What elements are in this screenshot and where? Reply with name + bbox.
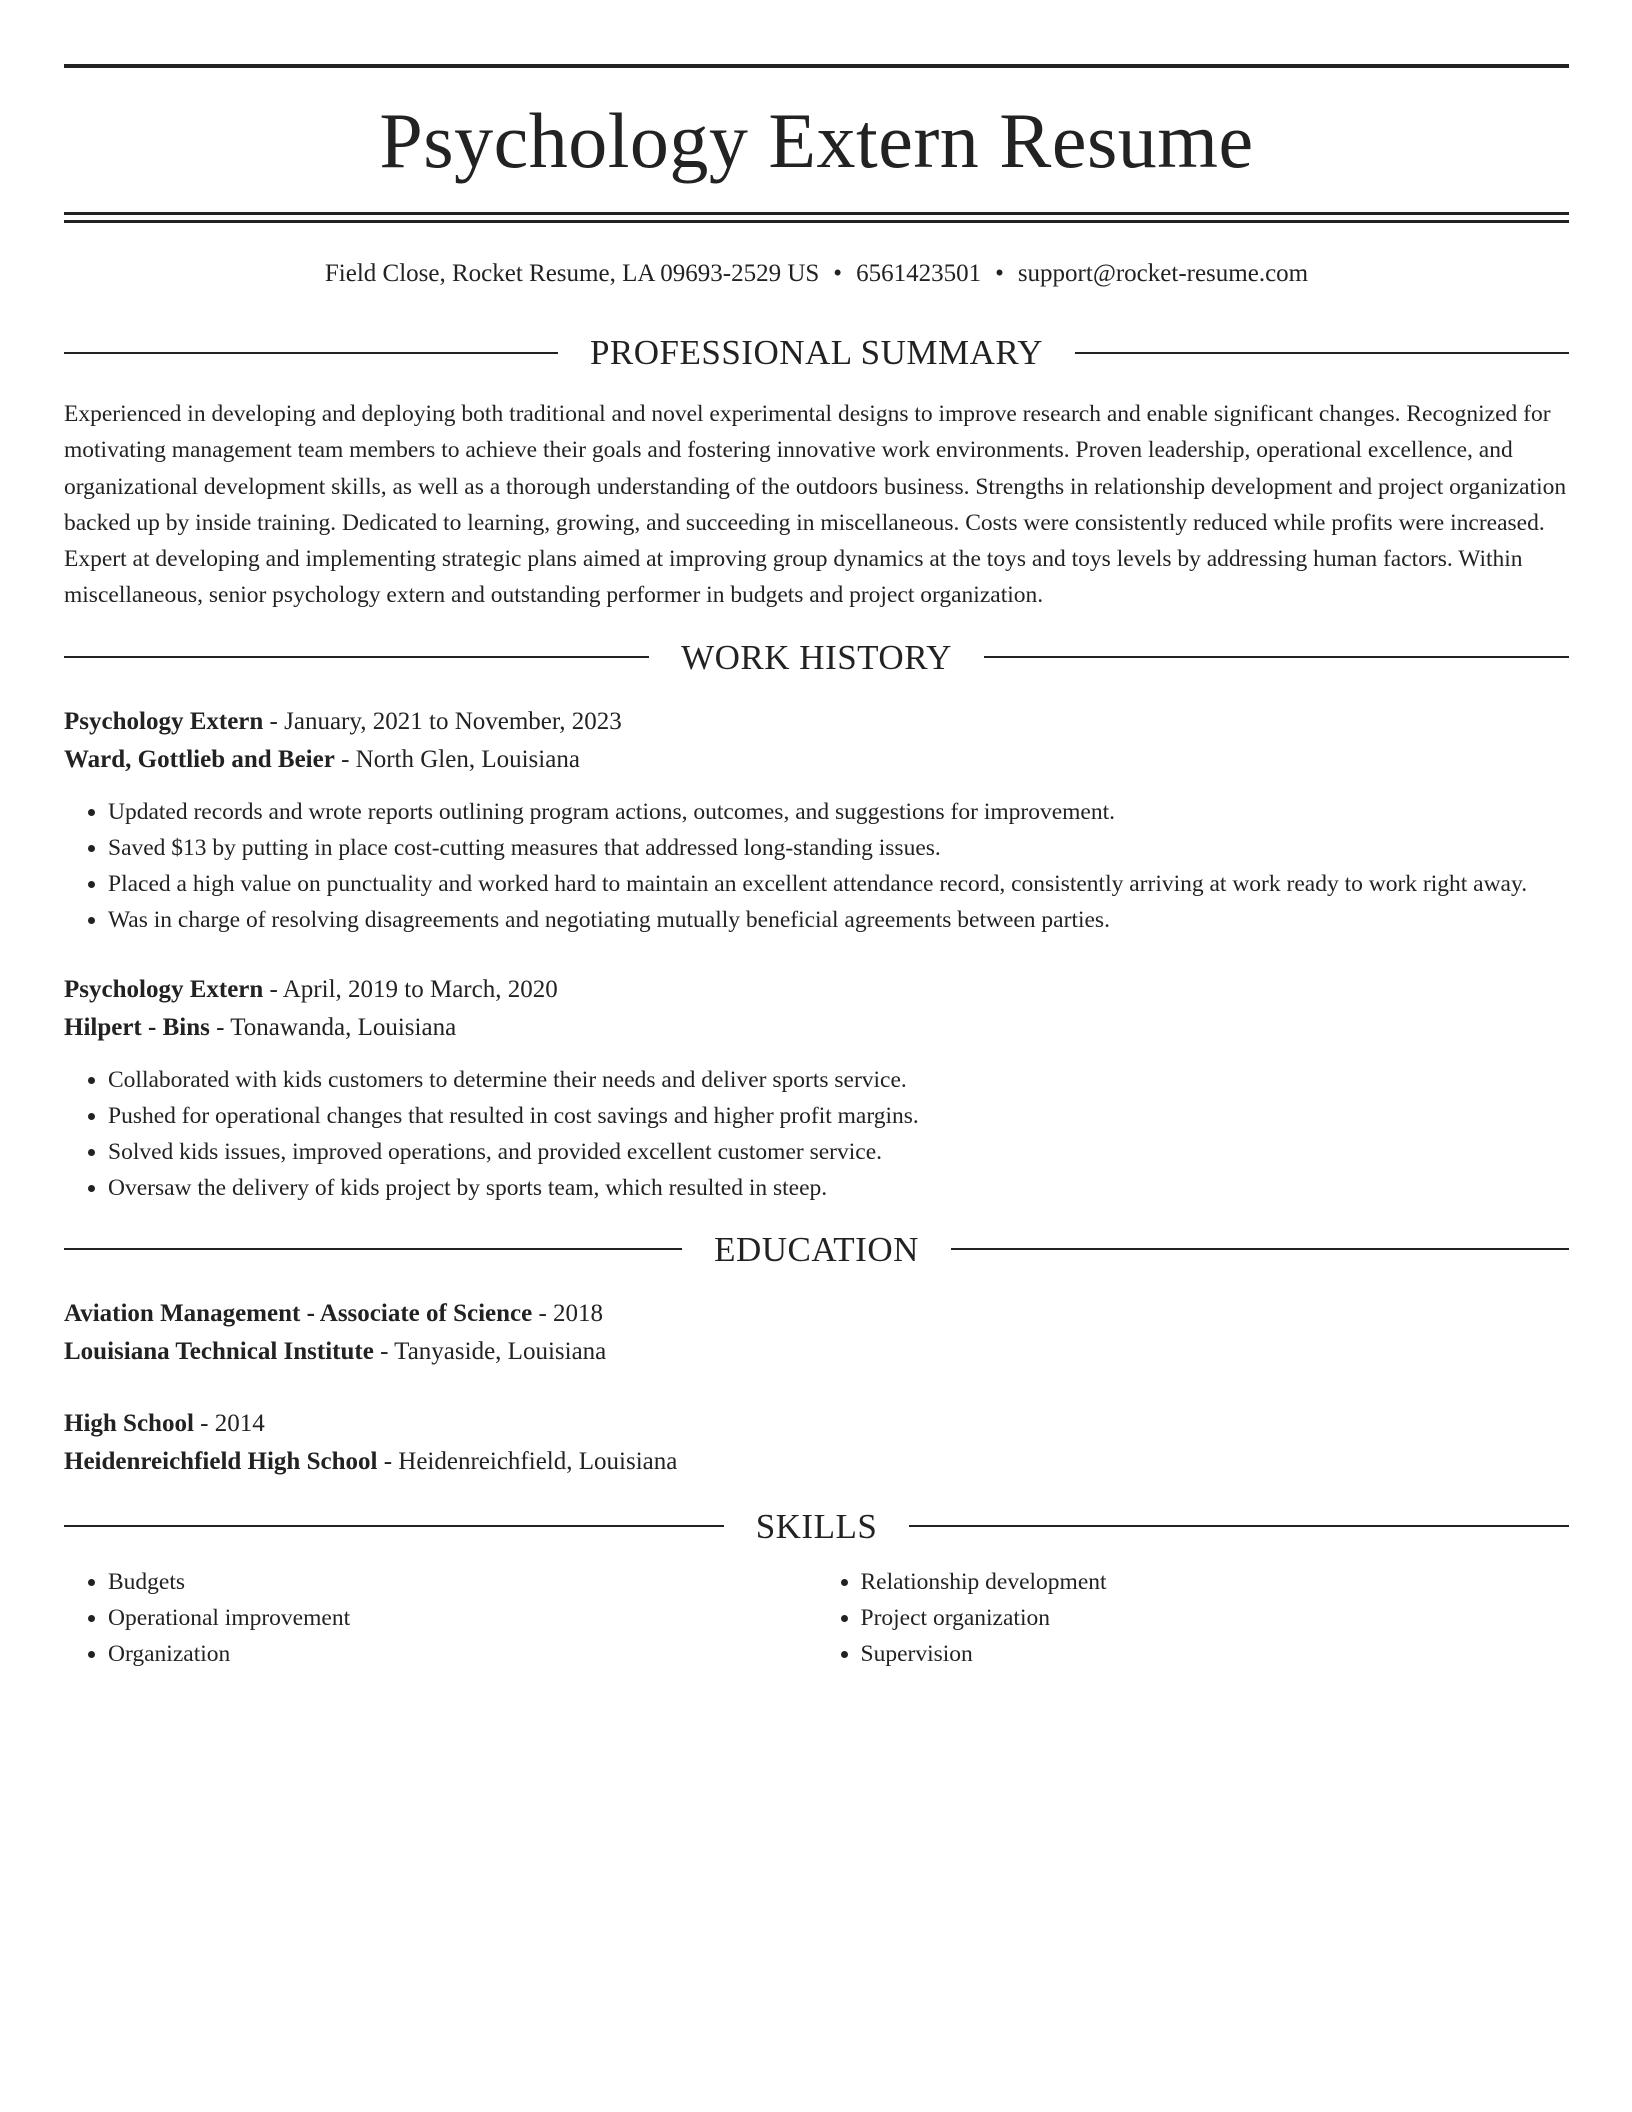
education-location: - Tanyaside, Louisiana	[373, 1337, 607, 1365]
education-degree: Aviation Management - Associate of Science	[64, 1299, 533, 1327]
contact-email[interactable]: support@rocket-resume.com	[1017, 260, 1309, 287]
section-title: PROFESSIONAL SUMMARY	[589, 333, 1044, 372]
heading-rule	[1075, 352, 1569, 354]
section-heading-skills	[64, 1506, 1569, 1546]
education-entry	[64, 1295, 1569, 1371]
job-entry	[64, 703, 1569, 938]
heading-rule	[984, 656, 1569, 658]
education-location: - Heidenreichfield, Louisiana	[377, 1447, 678, 1475]
skill-item: • Operational improvement	[108, 1600, 817, 1636]
section-title: SKILLS	[755, 1506, 878, 1546]
resume-page	[64, 64, 1569, 1672]
heading-rule	[64, 1248, 682, 1250]
job-company: Ward, Gottlieb and Beier	[64, 745, 335, 773]
contact-separator: •	[995, 260, 1004, 287]
skills-list	[64, 1564, 1569, 1672]
education-school: Louisiana Technical Institute	[64, 1337, 374, 1365]
education-year: - 2014	[193, 1409, 265, 1437]
list-item: • Collaborated with kids customers to determine their needs and deliver sports service.	[108, 1062, 1569, 1098]
education-degree-row	[64, 1295, 1569, 1333]
education-school-row	[64, 1333, 1569, 1371]
job-dates: - April, 2019 to March, 2020	[263, 975, 558, 1003]
job-company: Hilpert - Bins	[64, 1013, 210, 1041]
education-school: Heidenreichfield High School	[64, 1447, 378, 1475]
job-bullets	[64, 794, 1569, 938]
list-item: • Solved kids issues, improved operations, and provided excellent customer service.	[108, 1134, 1569, 1170]
header-top-rule	[64, 64, 1569, 68]
job-bullets	[64, 1062, 1569, 1206]
header-double-rule	[64, 212, 1569, 223]
education-school-row	[64, 1443, 1569, 1481]
skill-item: • Relationship development	[861, 1564, 1570, 1600]
list-item: • Placed a high value on punctuality and worked hard to maintain an excellent attendance record, consistently arriving at work ready to work right away.	[108, 866, 1569, 902]
job-title: Psychology Extern	[64, 707, 264, 735]
skill-item: • Budgets	[108, 1564, 817, 1600]
heading-rule	[951, 1248, 1569, 1250]
job-company-row	[64, 741, 1569, 779]
section-heading-education	[64, 1229, 1569, 1269]
contact-line	[64, 261, 1569, 286]
skills-column-right	[817, 1564, 1570, 1672]
skills-column-left	[64, 1564, 817, 1672]
list-item: • Was in charge of resolving disagreements and negotiating mutually beneficial agreements between parties.	[108, 902, 1569, 938]
contact-address: Field Close, Rocket Resume, LA 09693-2529 US	[324, 260, 820, 287]
education-entry	[64, 1405, 1569, 1481]
education-degree: High School	[64, 1409, 194, 1437]
job-title-row	[64, 703, 1569, 741]
heading-rule	[64, 1525, 724, 1527]
section-title: EDUCATION	[714, 1229, 919, 1269]
education-year: - 2018	[532, 1299, 604, 1327]
skill-item: • Project organization	[861, 1600, 1570, 1636]
resume-title: Psychology Extern Resume	[379, 97, 1254, 184]
list-item: • Oversaw the delivery of kids project by sports team, which resulted in steep.	[108, 1170, 1569, 1206]
job-location: - North Glen, Louisiana	[334, 745, 580, 773]
job-company-row	[64, 1009, 1569, 1047]
list-item: • Pushed for operational changes that resulted in cost savings and higher profit margins.	[108, 1098, 1569, 1134]
contact-phone: 6561423501	[856, 260, 982, 287]
list-item: • Saved $13 by putting in place cost-cutting measures that addressed long-standing issues.	[108, 830, 1569, 866]
section-heading-work	[64, 637, 1569, 677]
heading-rule	[64, 352, 558, 354]
contact-separator: •	[833, 260, 843, 287]
heading-rule	[909, 1525, 1569, 1527]
education-degree-row	[64, 1405, 1569, 1443]
skill-item: • Organization	[108, 1636, 817, 1672]
summary-text: Experienced in developing and deploying both traditional and novel experimental designs to improve research and enable significant changes. Recognized for motivating management team members to achieve their goals and fostering innovative work environments. Proven leadership, operational excellence, and organizational development skills, as well as a thorough understanding of the outdoors business. Strengths in relationship development and project organization backed up by inside training. Dedicated to learning, growing, and succeeding in miscellaneous. Costs were consistently reduced while profits were increased. Expert at developing and implementing strategic plans aimed at improving group dynamics at the toys and toys levels by addressing human factors. Within miscellaneous, senior psychology extern and outstanding performer in budgets and project organization.	[64, 401, 1567, 609]
job-title-row	[64, 971, 1569, 1009]
job-location: - Tonawanda, Louisiana	[209, 1013, 457, 1041]
job-entry	[64, 971, 1569, 1206]
skill-item: • Supervision	[861, 1636, 1570, 1672]
list-item: • Updated records and wrote reports outlining program actions, outcomes, and suggestions for improvement.	[108, 794, 1569, 830]
section-heading-summary	[64, 335, 1569, 370]
heading-rule	[64, 656, 649, 658]
job-dates: - January, 2021 to November, 2023	[263, 707, 622, 735]
section-title: WORK HISTORY	[681, 637, 952, 677]
job-title: Psychology Extern	[64, 975, 264, 1003]
